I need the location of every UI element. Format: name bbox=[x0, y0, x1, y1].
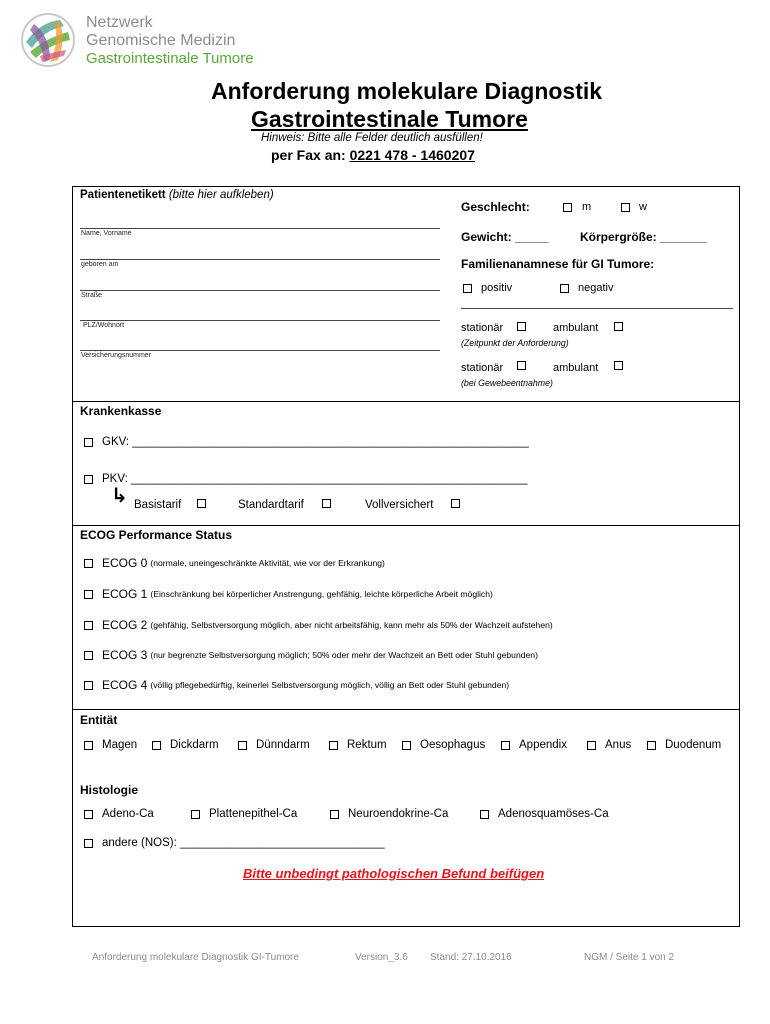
checkbox[interactable] bbox=[191, 810, 200, 819]
histology-squamous-option[interactable]: Plattenepithel-Ca bbox=[191, 808, 297, 820]
tariff-standard-label: Standardtarif bbox=[238, 499, 304, 511]
footer-version: Version_3.6 bbox=[355, 952, 408, 963]
logo-emblem-icon bbox=[20, 12, 76, 68]
checkbox[interactable] bbox=[647, 741, 656, 750]
family-positive-option[interactable]: positiv bbox=[463, 282, 512, 294]
checkbox[interactable] bbox=[84, 621, 93, 630]
fax-prefix: per Fax an: bbox=[271, 147, 350, 163]
tariff-full-checkbox[interactable] bbox=[451, 499, 460, 508]
checkbox[interactable] bbox=[587, 741, 596, 750]
hint-text: Hinweis: Bitte alle Felder deutlich ausfüllen! bbox=[261, 132, 483, 144]
entity-rektum-option[interactable]: Rektum bbox=[329, 739, 387, 751]
page-title: Anforderung molekulare Diagnostik bbox=[211, 78, 603, 104]
checkbox[interactable] bbox=[238, 741, 247, 750]
checkbox[interactable] bbox=[84, 741, 93, 750]
checkbox[interactable] bbox=[329, 741, 338, 750]
arrow-icon: ↳ bbox=[111, 485, 128, 507]
histology-adeno-option[interactable]: Adeno-Ca bbox=[84, 808, 154, 820]
divider bbox=[72, 525, 740, 526]
ecog-header: ECOG Performance Status bbox=[80, 528, 233, 542]
inpatient-checkbox-2[interactable] bbox=[517, 361, 526, 370]
inpatient-label-2: stationär bbox=[461, 362, 504, 374]
tissue-time-note: (bei Gewebeentnahme) bbox=[461, 378, 553, 388]
fax-line bbox=[271, 147, 475, 163]
entity-dickdarm-option[interactable]: Dickdarm bbox=[152, 739, 219, 751]
height-field[interactable]: Körpergröße: _______ bbox=[580, 230, 707, 244]
city-field[interactable] bbox=[80, 320, 440, 321]
histology-adenosquamous-option[interactable]: Adenosquamöses-Ca bbox=[480, 808, 609, 820]
checkbox[interactable] bbox=[621, 203, 630, 212]
name-caption: Name, Vorname bbox=[81, 230, 132, 237]
page-subtitle: Gastrointestinale Tumore bbox=[251, 106, 528, 132]
tariff-basis-label: Basistarif bbox=[134, 499, 182, 511]
tariff-basis-checkbox[interactable] bbox=[197, 499, 206, 508]
birthdate-caption: geboren am bbox=[81, 261, 119, 268]
checkbox[interactable] bbox=[152, 741, 161, 750]
histology-header: Histologie bbox=[80, 783, 139, 797]
entity-oesophagus-option[interactable]: Oesophagus bbox=[402, 739, 485, 751]
checkbox[interactable] bbox=[463, 284, 472, 293]
histology-neuroendocrine-option[interactable]: Neuroendokrine-Ca bbox=[330, 808, 448, 820]
checkbox[interactable] bbox=[501, 741, 510, 750]
gkv-option[interactable]: GKV: ______________________________________________________________ bbox=[84, 436, 529, 448]
footer-date: Stand: 27.10.2016 bbox=[430, 952, 512, 963]
checkbox[interactable] bbox=[84, 681, 93, 690]
fax-number: 0221 478 - 1460207 bbox=[349, 147, 475, 163]
footer-document: Anforderung molekulare Diagnostik GI-Tumore bbox=[92, 952, 299, 963]
checkbox[interactable] bbox=[402, 741, 411, 750]
logo-line3: Gastrointestinale Tumore bbox=[86, 50, 254, 67]
logo-line1: Netzwerk bbox=[86, 14, 153, 31]
birthdate-field[interactable] bbox=[80, 259, 440, 260]
checkbox[interactable] bbox=[84, 559, 93, 568]
street-caption: Straße bbox=[81, 292, 103, 299]
family-history-label: Familienanamnese für GI Tumore: bbox=[461, 257, 655, 271]
gender-label: Geschlecht: bbox=[461, 200, 530, 214]
divider bbox=[72, 401, 740, 402]
checkbox[interactable] bbox=[563, 203, 572, 212]
outpatient-label: ambulant bbox=[553, 322, 599, 334]
gender-m-option[interactable]: m bbox=[563, 201, 591, 213]
weight-field[interactable]: Gewicht: _____ bbox=[461, 230, 549, 244]
entity-duenndarm-option[interactable]: Dünndarm bbox=[238, 739, 310, 751]
checkbox[interactable] bbox=[330, 810, 339, 819]
ecog-4-option[interactable]: ECOG 4 (völlig pflegebedürftig, keinerlei Selbstversorgung möglich, völlig an Bett oder Stuhl gebunden) bbox=[84, 678, 509, 692]
family-history-line[interactable] bbox=[461, 308, 733, 309]
ecog-2-option[interactable]: ECOG 2 (gehfähig, Selbstversorgung möglich, aber nicht arbeitsfähig, kann mehr als 50% der Wachzeit aufstehen) bbox=[84, 618, 553, 632]
checkbox[interactable] bbox=[84, 438, 93, 447]
checkbox[interactable] bbox=[84, 475, 93, 484]
gender-w-option[interactable]: w bbox=[621, 201, 647, 213]
ecog-0-option[interactable]: ECOG 0 (normale, uneingeschränkte Aktivität, wie vor der Erkrankung) bbox=[84, 556, 385, 570]
request-time-note: (Zeitpunkt der Anforderung) bbox=[461, 338, 569, 348]
checkbox[interactable] bbox=[84, 839, 93, 848]
checkbox[interactable] bbox=[480, 810, 489, 819]
entity-appendix-option[interactable]: Appendix bbox=[501, 739, 567, 751]
city-caption: PLZ/Wohnort bbox=[83, 322, 125, 329]
ecog-1-option[interactable]: ECOG 1 (Einschränkung bei körperlicher Anstrengung, gehfähig, leichte körperliche Arbeit möglich) bbox=[84, 587, 493, 601]
logo-line2: Genomische Medizin bbox=[86, 32, 236, 49]
pathology-warning: Bitte unbedingt pathologischen Befund beifügen bbox=[243, 866, 545, 881]
insurance-header: Krankenkasse bbox=[80, 404, 162, 418]
patient-label: Patientenetikett (bitte hier aufkleben) bbox=[80, 189, 274, 201]
tariff-full-label: Vollversichert bbox=[365, 499, 434, 511]
histology-other-option[interactable]: andere (NOS): ________________________________ bbox=[84, 837, 385, 849]
street-field[interactable] bbox=[80, 290, 440, 291]
checkbox[interactable] bbox=[560, 284, 569, 293]
entity-header: Entität bbox=[80, 713, 118, 727]
checkbox[interactable] bbox=[84, 590, 93, 599]
footer-page: NGM / Seite 1 von 2 bbox=[584, 952, 675, 963]
name-field[interactable] bbox=[80, 228, 440, 229]
ecog-3-option[interactable]: ECOG 3 (nur begrenzte Selbstversorgung möglich; 50% oder mehr der Wachzeit an Bett oder Stuhl gebunden) bbox=[84, 648, 538, 662]
pkv-option[interactable]: PKV: ______________________________________________________________ bbox=[84, 473, 528, 485]
logo bbox=[20, 12, 260, 74]
outpatient-checkbox[interactable] bbox=[614, 322, 623, 331]
insurance-number-field[interactable] bbox=[80, 350, 440, 351]
entity-magen-option[interactable]: Magen bbox=[84, 739, 137, 751]
divider bbox=[72, 709, 740, 710]
family-negative-option[interactable]: negativ bbox=[560, 282, 613, 294]
outpatient-checkbox-2[interactable] bbox=[614, 361, 623, 370]
insurance-number-caption: Versicherungsnummer bbox=[81, 352, 152, 359]
tariff-standard-checkbox[interactable] bbox=[322, 499, 331, 508]
checkbox[interactable] bbox=[84, 810, 93, 819]
inpatient-checkbox[interactable] bbox=[517, 322, 526, 331]
entity-duodenum-option[interactable]: Duodenum bbox=[647, 739, 721, 751]
entity-anus-option[interactable]: Anus bbox=[587, 739, 631, 751]
inpatient-label: stationär bbox=[461, 322, 504, 334]
checkbox[interactable] bbox=[84, 651, 93, 660]
outpatient-label-2: ambulant bbox=[553, 362, 599, 374]
